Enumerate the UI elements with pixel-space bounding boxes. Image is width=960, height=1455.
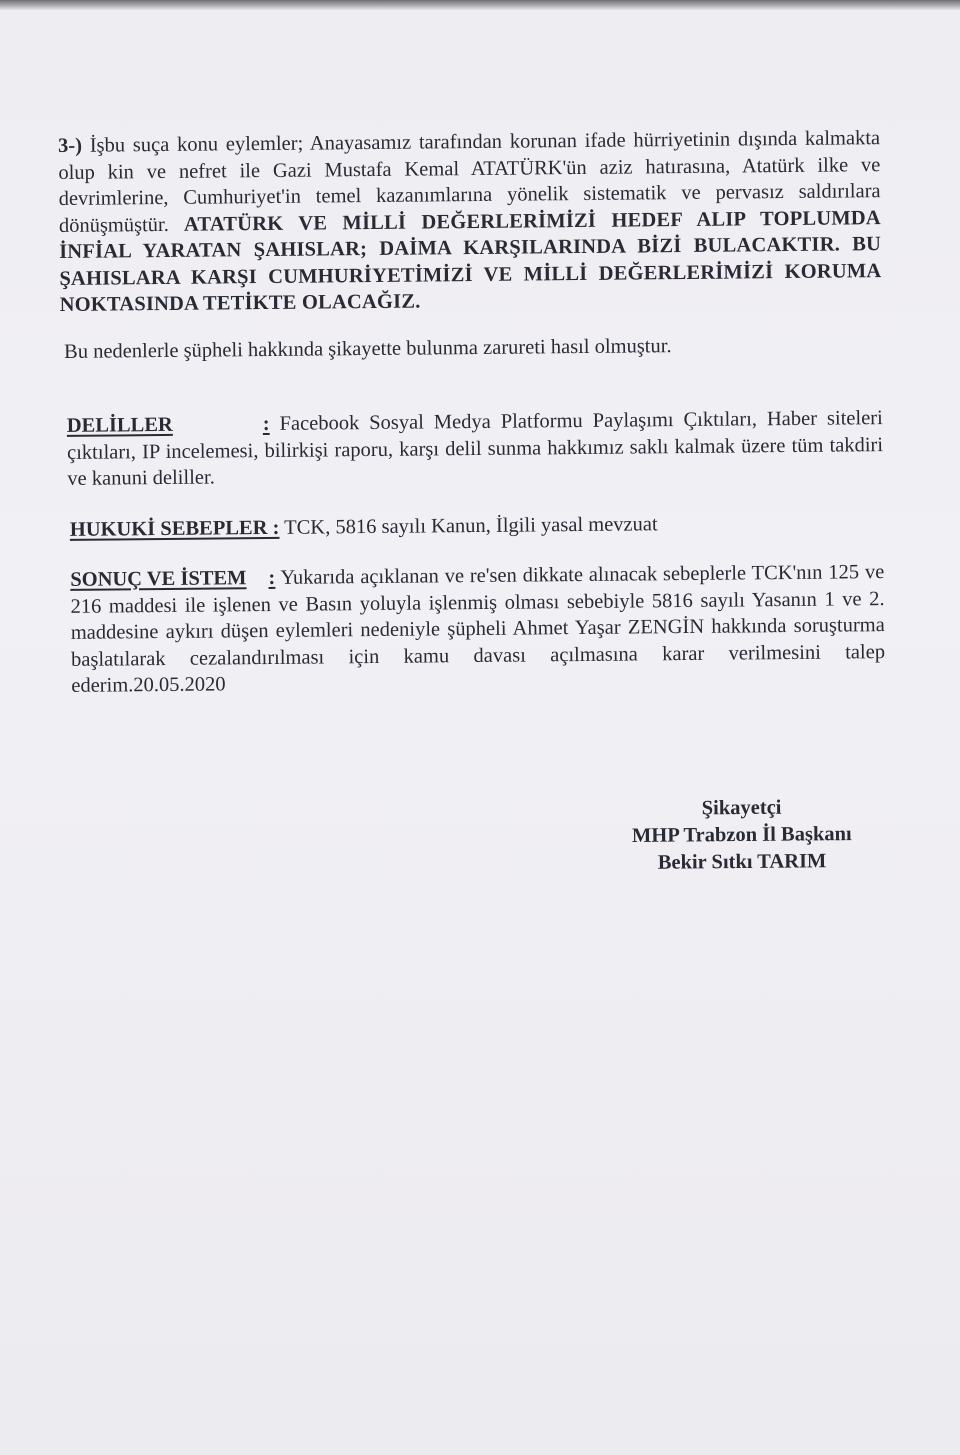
legal-grounds-section (70, 509, 884, 543)
conclusion-label-text: SONUÇ VE İSTEM (70, 567, 247, 591)
signature-title: Şikayetçi (701, 796, 782, 820)
evidence-label (67, 411, 270, 439)
conclusion-text: Yukarıda açıklanan ve re'sen dikkate alınacak sebeplerle TCK'nın 125 ve 216 maddesi ile işlenen ve Basın yoluyla işlenmiş olması sebebiyle 5816 sayılı Yasanın 1 ve 2. maddesine aykırı düşen eylemleri nedeniyle şüpheli Ahmet Yaşar ZENGİN hakkında soruşturma başlatılarak cezalandırılması için kamu davası açılmasına karar verilmesini talep ederim.20.05.2020 (70, 561, 886, 697)
signature-name: Bekir Sıtkı TARIM (657, 850, 827, 874)
paragraph-emphasis: ATATÜRK VE MİLLİ DEĞERLERİMİZİ HEDEF ALIP TOPLUMDA İNFİAL YARATAN ŞAHISLAR; DAİMA KARŞILARINDA BİZİ BULACAKTIR. BU ŞAHISLARA KARŞI CUMHURİYETİMİZİ VE MİLLİ DEĞERLERİMİZİ KORUMA NOKTASINDA TETİKTE OLACAĞIZ. (59, 206, 882, 316)
conclusion-label (70, 565, 275, 593)
signature-block (632, 794, 852, 877)
paragraph-3 (58, 125, 882, 318)
evidence-text: Facebook Sosyal Medya Platformu Paylaşımı Çıktıları, Haber siteleri çıktıları, IP incelemesi, bilirkişi raporu, karşı delil sunma hakkımız saklı kalmak üzere tüm takdiri ve kanuni deliller. (66, 407, 884, 490)
paragraph-text: İşbu suça konu eylemler; Anayasamız tarafından korunan ifade hürriyetinin dışında kalmakta olup kin ve nefret ile Gazi Mustafa Kemal ATATÜRK'ün aziz hatırasına, Atatürk ilke ve devrimlerine, Cumhuriyet'in temel kazanımlarına yönelik sistematik ve pervasız saldırılara dönüşmüştür. (58, 127, 881, 237)
legal-grounds-label: HUKUKİ SEBEPLER : (69, 516, 280, 541)
conclusion-colon: : (268, 566, 276, 589)
evidence-label-text: DELİLLER (66, 413, 173, 437)
signature-role: MHP Trabzon İl Başkanı (631, 823, 852, 847)
paper-top-edge (0, 0, 960, 10)
conclusion-section (70, 559, 885, 699)
evidence-section (67, 405, 884, 492)
reason-text: Bu nedenlerle şüpheli hakkında şikayette bulunma zarureti hasıl olmuştur. (63, 334, 672, 363)
paragraph-number: 3-) (58, 134, 83, 157)
reason-paragraph (64, 331, 882, 365)
legal-grounds-text: TCK, 5816 sayılı Kanun, İlgili yasal mevzuat (284, 512, 658, 539)
document-body (58, 125, 885, 699)
evidence-colon: : (262, 412, 270, 436)
